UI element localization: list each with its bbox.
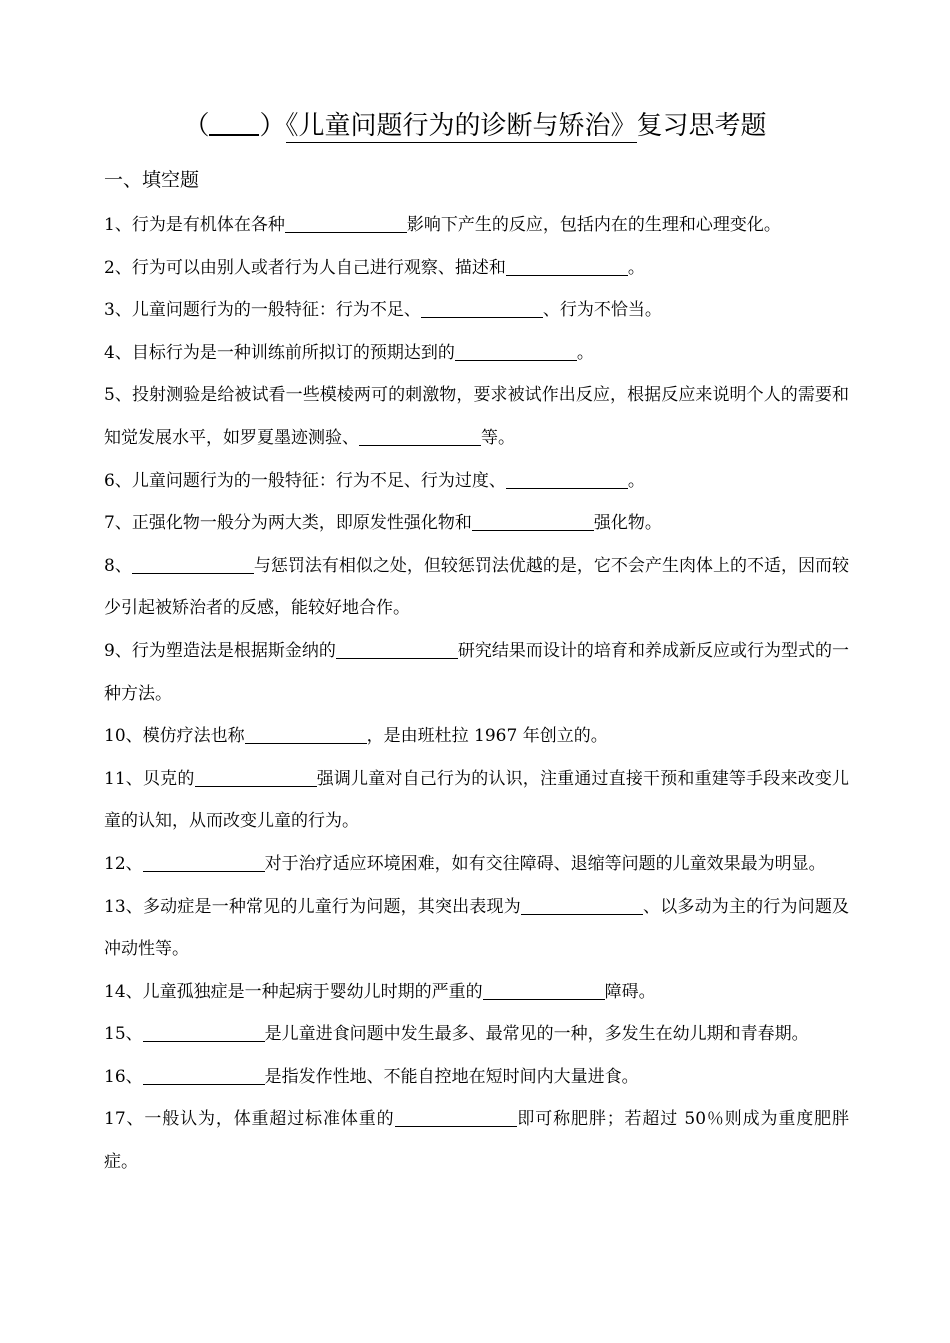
fill-blank — [421, 299, 543, 318]
question-item: 17、一般认为，体重超过标准体重的 即可称肥胖；若超过 50％则成为重度肥胖症。 — [104, 1109, 849, 1173]
question-item: 15、 是儿童进食问题中发生最多、最常见的一种，多发生在幼儿期和青春期。 — [104, 1024, 809, 1045]
question-item: 8、 与惩罚法有相似之处，但较惩罚法优越的是，它不会产生肉体上的不适，因而较少引起被矫治者的反感，能较好地合作。 — [104, 555, 849, 619]
question-list — [104, 204, 849, 1184]
fill-blank — [195, 768, 317, 787]
fill-blank — [143, 853, 265, 872]
question-item: 7、正强化物一般分为两大类，即原发性强化物和 强化物。 — [104, 513, 662, 534]
question-item: 4、目标行为是一种训练前所拟订的预期达到的 。 — [104, 342, 594, 363]
question-item: 16、 是指发作性地、不能自控地在短时间内大量进食。 — [104, 1066, 639, 1087]
fill-blank — [506, 470, 628, 489]
title-book-name: 《儿童问题行为的诊断与矫治》 — [285, 111, 637, 141]
document-title — [0, 108, 950, 144]
question-item: 3、儿童问题行为的一般特征：行为不足、 、行为不恰当。 — [104, 300, 662, 321]
section-heading: 一、填空题 — [104, 169, 200, 191]
question-item: 10、模仿疗法也称 ，是由班杜拉 1967 年创立的。 — [104, 726, 608, 747]
fill-blank — [472, 512, 594, 531]
fill-blank — [132, 555, 254, 574]
question-item: 14、儿童孤独症是一种起病于婴幼儿时期的严重的 障碍。 — [104, 981, 656, 1002]
fill-blank — [395, 1108, 517, 1127]
fill-blank — [143, 1023, 265, 1042]
question-item: 13、多动症是一种常见的儿童行为问题，其突出表现为 、以多动为主的行为问题及冲动性等。 — [104, 896, 849, 960]
question-item: 12、 对于治疗适应环境困难，如有交往障碍、退缩等问题的儿童效果最为明显。 — [104, 853, 826, 874]
fill-blank — [455, 342, 577, 361]
question-item: 5、投射测验是给被试看一些模棱两可的刺激物，要求被试作出反应，根据反应来说明个人的需要和知觉发展水平，如罗夏墨迹测验、 等。 — [104, 385, 849, 448]
question-item: 9、行为塑造法是根据斯金纳的 研究结果而设计的培育和养成新反应或行为型式的一种方法。 — [104, 640, 849, 704]
question-item: 11、贝克的 强调儿童对自己行为的认识，注重通过直接干预和重建等手段来改变儿童的认知，从而改变儿童的行为。 — [104, 768, 849, 832]
title-blank — [209, 110, 259, 136]
question-item: 1、行为是有机体在各种 影响下产生的反应，包括内在的生理和心理变化。 — [104, 215, 781, 235]
fill-blank — [336, 640, 458, 659]
fill-blank — [483, 981, 605, 1000]
fill-blank — [245, 725, 367, 744]
fill-blank — [506, 257, 628, 276]
title-open-paren: （ — [183, 111, 210, 141]
fill-blank — [359, 427, 481, 446]
question-item: 2、行为可以由别人或者行为人自己进行观察、描述和 。 — [104, 257, 645, 278]
fill-blank — [143, 1066, 265, 1085]
title-close-paren: ） — [259, 111, 286, 141]
fill-blank — [521, 896, 643, 915]
fill-blank — [285, 214, 407, 233]
title-suffix: 复习思考题 — [636, 111, 767, 141]
question-item: 6、儿童问题行为的一般特征：行为不足、行为过度、 。 — [104, 470, 645, 491]
